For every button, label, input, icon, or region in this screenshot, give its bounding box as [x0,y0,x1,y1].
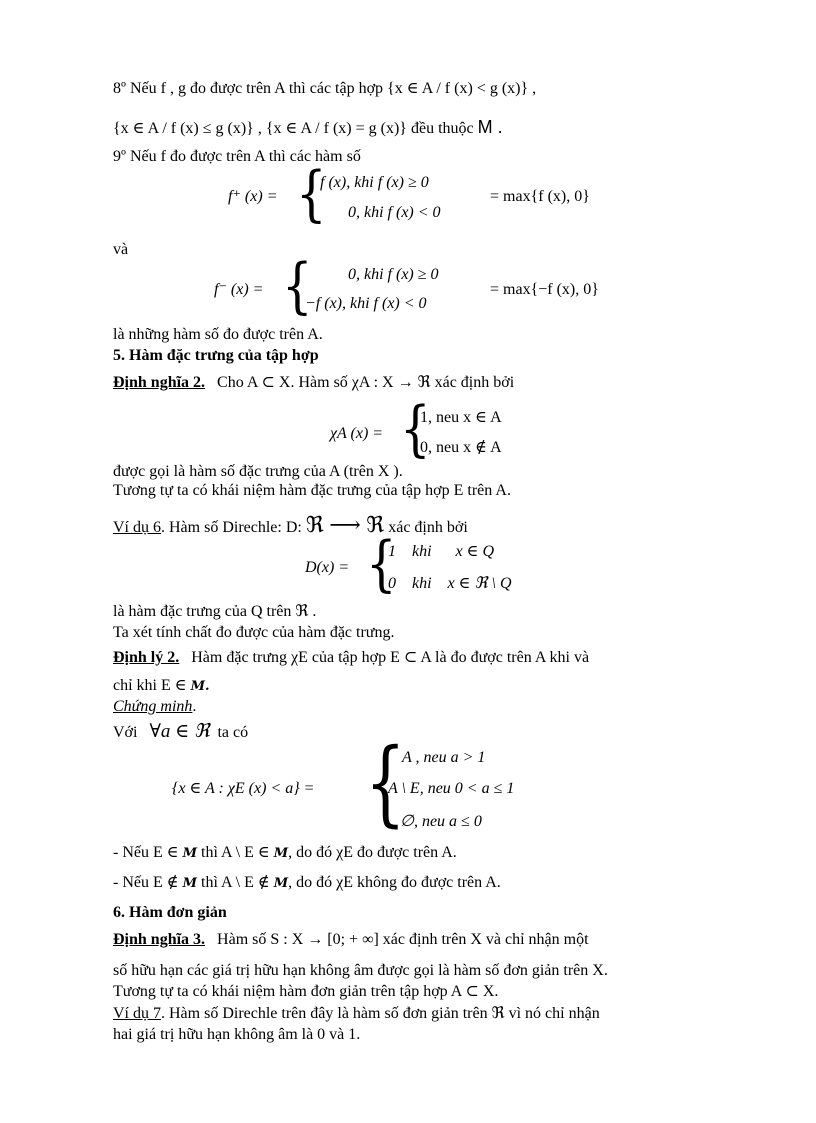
case1-line [113,843,457,864]
chi-case2: 0, neu x ∉ A [420,439,502,456]
def2-line [113,373,514,393]
example6-after2: Ta xét tính chất đo được của hàm đặc trưng. [113,624,395,641]
case1-d: M [273,846,289,861]
example6-after: là hàm đặc trưng của Q trên ℜ . [113,603,317,620]
fminus-case2: −f (x), khi f (x) < 0 [305,295,427,312]
case1-c: thì A \ E ∈ [201,844,270,861]
sigma-algebra-symbol: M . [477,117,503,137]
set-case3: ∅, neu a ≤ 0 [400,813,482,830]
example6-line [113,514,468,538]
theorem2-text2: chỉ khi E ∈ [113,677,187,694]
item8-line2 [113,117,503,139]
with-line [113,722,248,743]
proof-line [113,697,196,717]
def3-line [113,930,589,950]
case2-e: , do đó χE không đo được trên A. [288,874,501,891]
def2-label: Định nghĩa 2. [113,374,206,391]
case2-line [113,873,501,894]
def2-after2: Tương tự ta có khái niệm hàm đặc trưng của tập hợp E trên A. [113,482,511,499]
section5-heading: 5. Hàm đặc trưng của tập hợp [113,347,319,364]
case2-a: - Nếu E ∉ [113,874,179,891]
dirichlet-map: ℜ ⟶ ℜ [305,512,385,537]
def3-after: Tương tự ta có khái niệm hàm đơn giản trên tập hợp A ⊂ X. [113,983,499,1000]
forall-expr: ∀a ∈ ℜ [149,721,210,742]
fminus-rhs: = max{−f (x), 0} [490,281,599,298]
case1-b: M [182,846,197,861]
fminus-brace: { [282,251,313,321]
and-word: và [113,241,129,258]
theorem2-line [113,648,589,668]
def3-text: Hàm số S : X → [0; + ∞] xác định trên X và chỉ nhận một [217,931,589,948]
proof-dot: . [192,698,197,715]
example6-text2: xác định bởi [388,519,468,536]
item8-line2-text: {x ∈ A / f (x) ≤ g (x)} , {x ∈ A / f (x) = g (x)} đều thuộc [113,120,474,137]
example7-line2: hai giá trị hữu hạn không âm là 0 và 1. [113,1026,361,1043]
example7-text: . Hàm số Direchle trên đây là hàm số đơn giản trên ℜ vì nó chỉ nhận [161,1005,600,1022]
chi-case1: 1, neu x ∈ A [420,409,502,426]
proof-label: Chứng minh [113,698,193,715]
with-word: Với [113,724,138,741]
def3-line2: số hữu hạn các giá trị hữu hạn không âm được gọi là hàm số đơn giản trên X. [113,962,608,979]
set-lhs: {x ∈ A : χE (x) < a} = [172,780,315,797]
case1-a: - Nếu E ∈ [113,844,179,861]
theorem2-line2 [113,676,210,697]
fminus-lhs: f⁻ (x) = [214,281,264,298]
dirichlet-brace: { [366,529,397,599]
with-tail: ta có [217,724,249,741]
case2-c: thì A \ E ∉ [201,874,270,891]
example6-label: Ví dụ 6 [113,519,161,536]
fplus-case1: f (x), khi f (x) ≥ 0 [320,174,429,191]
def2-text: Cho A ⊂ X. Hàm số χA : X → ℜ xác định bởi [217,374,515,391]
case1-e: , do đó χE đo được trên A. [288,844,457,861]
dirichlet-case1: 1 khi x ∈ Q [388,543,495,560]
example6-text: . Hàm số Direchle: D: [161,519,302,536]
set-brace: { [365,730,406,838]
set-case2: A \ E, neu 0 < a ≤ 1 [388,780,515,797]
dirichlet-lhs: D(x) = [305,559,350,576]
chi-lhs: χA (x) = [330,425,384,442]
set-case1: A , neu a > 1 [402,749,486,766]
fplus-case2: 0, khi f (x) < 0 [348,204,441,221]
fplus-rhs: = max{f (x), 0} [490,188,590,205]
example7-label: Ví dụ 7 [113,1005,161,1022]
theorem2-text: Hàm đặc trưng χE của tập hợp E ⊂ A là đo được trên A khi và [191,649,590,666]
section6-heading: 6. Hàm đơn giản [113,904,227,921]
item9-line1: 9º Nếu f đo được trên A thì các hàm số [113,148,361,165]
fplus-lhs: f⁺ (x) = [228,188,278,205]
theorem2-label: Định lý 2. [113,649,180,666]
item8-line1: 8º Nếu f , g đo được trên A thì các tập hợp {x ∈ A / f (x) < g (x)} , [113,80,537,97]
fplus-brace: { [296,159,327,229]
chi-brace: { [400,394,431,464]
sigma-algebra-symbol-2: M. [190,679,210,694]
dirichlet-case2: 0 khi x ∈ ℜ \ Q [388,575,512,592]
case2-d: M [273,876,289,891]
def3-label: Định nghĩa 3. [113,931,206,948]
def2-after1: được gọi là hàm số đặc trưng của A (trên X ). [113,463,403,480]
example7-line [113,1004,600,1024]
case2-b: M [182,876,197,891]
item9-conclusion: là những hàm số đo được trên A. [113,326,323,343]
fminus-case1: 0, khi f (x) ≥ 0 [348,266,439,283]
